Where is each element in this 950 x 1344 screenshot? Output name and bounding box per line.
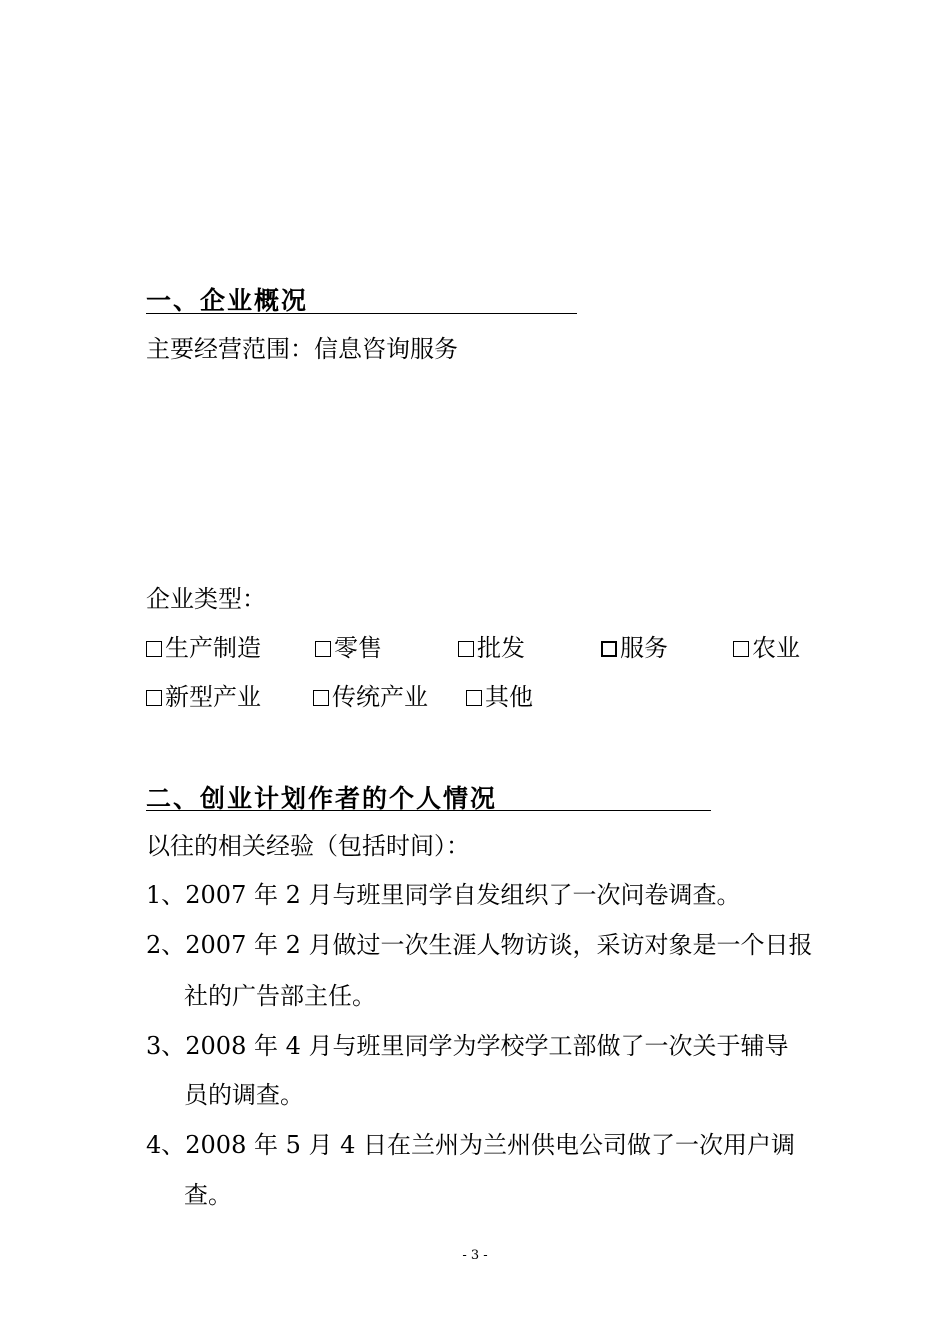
checkbox-wholesale[interactable] — [458, 633, 525, 663]
experience-item-4: 4、2008 年 5 月 4 日在兰州为兰州供电公司做了一次用户调 — [146, 1131, 796, 1159]
section1-heading: 一、企业概况 — [146, 286, 309, 315]
checkbox-label: 批发 — [477, 634, 525, 662]
checkbox-label: 农业 — [752, 634, 800, 662]
business-scope: 主要经营范围：信息咨询服务 — [146, 335, 458, 363]
experience-item-2: 2、2007 年 2 月做过一次生涯人物访谈，采访对象是一个日报 — [146, 931, 813, 959]
experience-item-1: 1、2007 年 2 月与班里同学自发组织了一次问卷调查。 — [146, 881, 741, 909]
checkbox-icon — [466, 690, 482, 706]
checkbox-icon — [315, 641, 331, 657]
checkbox-label: 零售 — [334, 634, 382, 662]
checkbox-label: 新型产业 — [165, 683, 261, 711]
experience-intro: 以往的相关经验（包括时间）： — [146, 832, 470, 860]
checkbox-service[interactable] — [601, 633, 668, 663]
page-number: - 3 - — [462, 1248, 488, 1263]
experience-item-4-cont: 查。 — [184, 1181, 232, 1209]
experience-item-2-cont: 社的广告部主任。 — [184, 982, 376, 1010]
checkbox-icon — [146, 690, 162, 706]
checkbox-manufacturing[interactable] — [146, 633, 261, 663]
experience-item-3: 3、2008 年 4 月与班里同学为学校学工部做了一次关于辅导 — [146, 1032, 789, 1060]
checkbox-label: 传统产业 — [332, 683, 428, 711]
checkbox-agriculture[interactable] — [733, 633, 800, 663]
checkbox-label: 生产制造 — [165, 634, 261, 662]
checkbox-icon — [313, 690, 329, 706]
checkbox-retail[interactable] — [315, 633, 382, 663]
enterprise-type-label: 企业类型： — [146, 585, 266, 613]
checkbox-icon — [458, 641, 474, 657]
section2-heading: 二、创业计划作者的个人情况 — [146, 784, 498, 813]
checkbox-traditional-industry[interactable] — [313, 682, 428, 712]
section1-underline — [146, 313, 577, 314]
checkbox-label: 其他 — [485, 683, 533, 711]
checkbox-new-industry[interactable] — [146, 682, 261, 712]
checkbox-other[interactable] — [466, 682, 533, 712]
experience-item-3-cont: 员的调查。 — [184, 1081, 304, 1109]
checkbox-label: 服务 — [620, 634, 668, 662]
section2-underline — [146, 810, 711, 811]
checkbox-icon — [733, 641, 749, 657]
checkbox-icon — [601, 641, 617, 657]
checkbox-icon — [146, 641, 162, 657]
